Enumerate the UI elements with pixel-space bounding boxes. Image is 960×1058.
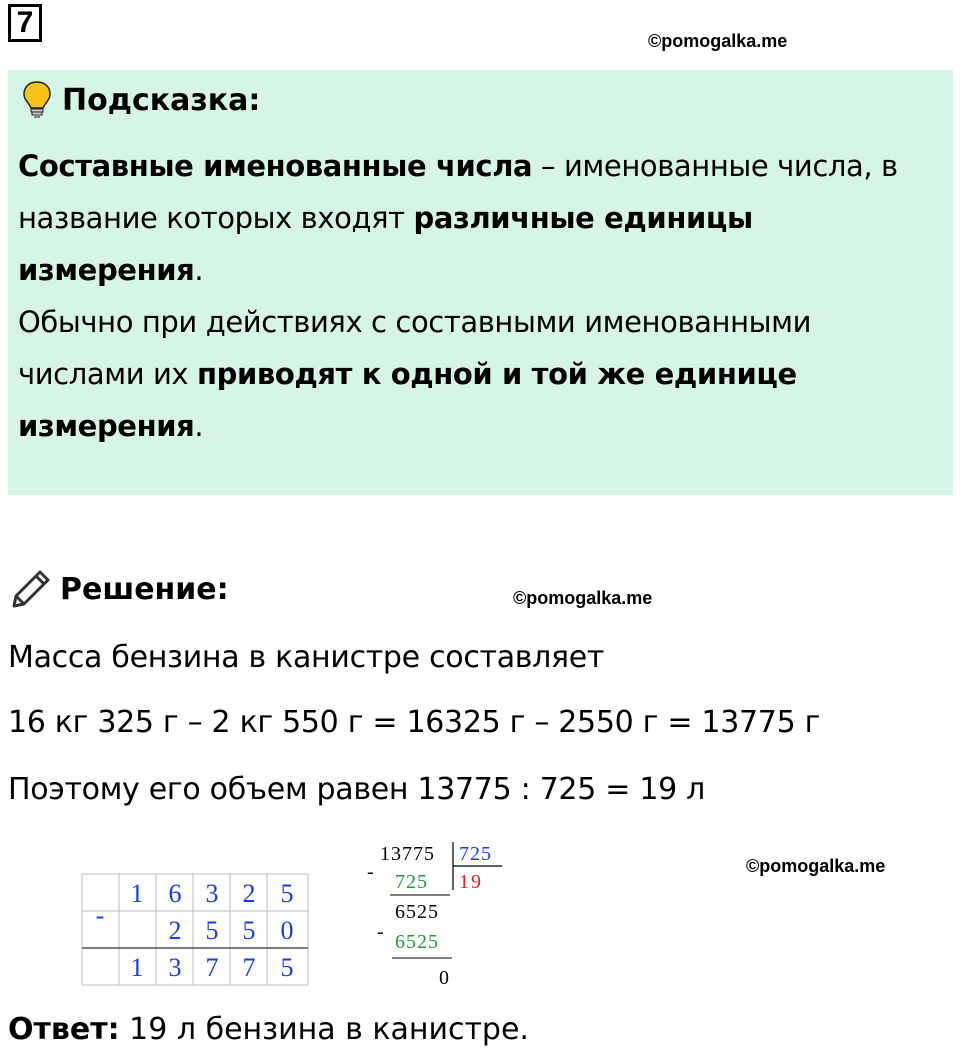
remainder-2: 0 [439, 967, 449, 988]
digit: 0 [280, 916, 294, 945]
task-number: 7 [8, 4, 42, 42]
digit: 2 [242, 879, 256, 908]
pencil-icon [10, 568, 52, 610]
minus-sign: - [95, 901, 105, 930]
digit: 5 [280, 879, 294, 908]
dividend: 13775 [380, 843, 435, 865]
hint-text [18, 140, 938, 452]
solution-line-3: Поэтому его объем равен 13775 : 725 = 19 л [8, 772, 706, 807]
digit: 5 [242, 916, 256, 945]
solution-line-2: 16 кг 325 г – 2 кг 550 г = 16325 г – 2550 г = 13775 г [8, 705, 821, 740]
hint-term: Составные именованные числа [18, 149, 533, 183]
hint-rule: Обычно при действиях с составными именованными числами их [18, 305, 812, 391]
subtrahend-1: 725 [395, 871, 428, 893]
subtrahend-2: 6525 [395, 931, 439, 953]
hint-header [22, 80, 260, 120]
solution-header [10, 568, 229, 610]
quotient: 19 [459, 871, 483, 893]
hint-title: Подсказка: [62, 82, 261, 118]
digit: 1 [130, 879, 144, 908]
lightbulb-icon [22, 80, 52, 120]
answer [8, 1012, 529, 1047]
solution-title: Решение: [60, 571, 229, 607]
divisor: 725 [459, 843, 492, 865]
minus-sign: - [377, 921, 384, 943]
digit: 3 [168, 953, 182, 982]
minus-sign: - [367, 861, 374, 883]
hint-units: различные единицы измерения [18, 201, 753, 287]
solution-line-1: Масса бензина в канистре составляет [8, 640, 605, 675]
hint-dot: . [194, 253, 204, 287]
long-division [362, 838, 512, 988]
watermark: ©pomogalka.me [746, 856, 886, 876]
digit: 7 [205, 953, 219, 982]
subtraction-column [80, 872, 310, 990]
answer-label: Ответ: [8, 1012, 120, 1047]
hint-def: – именованные числа, в название которых входят [18, 149, 898, 235]
hint-dot2: . [194, 409, 204, 443]
hint-rule-bold: приводят к одной и той же единице измерения [18, 357, 797, 443]
digit: 5 [280, 953, 294, 982]
watermark: ©pomogalka.me [648, 31, 788, 51]
hint-box [8, 70, 953, 495]
watermark: ©pomogalka.me [513, 588, 653, 608]
digit: 6 [168, 879, 182, 908]
digit: 3 [205, 879, 219, 908]
digit: 2 [168, 916, 182, 945]
digit: 7 [242, 953, 256, 982]
digit: 1 [130, 953, 144, 982]
remainder-1: 6525 [395, 901, 439, 923]
answer-text: 19 л бензина в канистре. [119, 1012, 529, 1047]
digit: 5 [205, 916, 219, 945]
